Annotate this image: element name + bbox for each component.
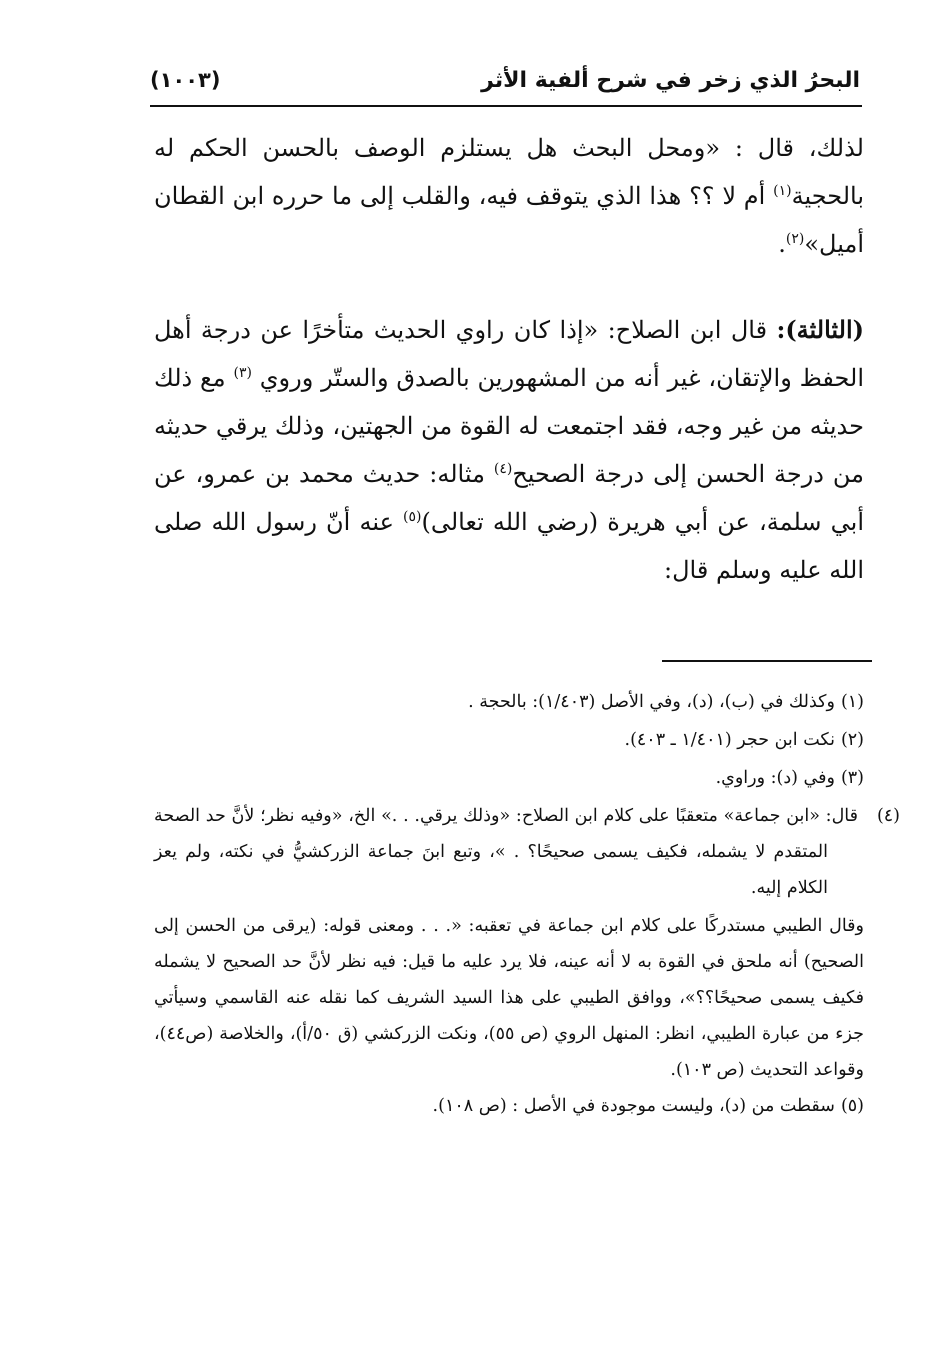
text-run: مع ذلك حديثه من غير وجه، فقد اجتمعت له القوة من الجهتين، وذلك يرقي حديثه من درجة الحسن إلى درجة الصحيح xyxy=(154,364,865,488)
footnote-5 xyxy=(154,1088,864,1124)
text-run: عنه أنّ رسول الله صلى الله عليه وسلم قال: xyxy=(154,508,864,584)
footnote-ref-5: (٥) xyxy=(403,509,422,525)
running-header xyxy=(150,66,860,102)
footnote-number: (٥) xyxy=(840,1096,864,1116)
page-number: (١٠٠٣) xyxy=(150,68,221,92)
footnote-number: (١) xyxy=(840,692,864,712)
paragraph-1 xyxy=(154,124,864,268)
book-title: البحرُ الذي زخر في شرح ألفية الأثر xyxy=(481,68,860,93)
footnote-ref-2: (٢) xyxy=(785,231,805,247)
footnote-4: (٤)قال: «ابن جماعة» متعقبًا على كلام ابن الصلاح: «وذلك يرقي. . .» الخ، «وفيه نظر؛ لأنَّ حد الصحة المتقدم لا يشمله، فكيف يسمى صحيحًا؟ . »، وتبع ابنَ جماعة الزركشيُّ في نكته، ولم يعز الكلام إليه. xyxy=(154,806,900,898)
footnote-3 xyxy=(154,760,864,796)
footnote-ref-4: (٤) xyxy=(493,461,513,477)
section-label: (الثالثة): xyxy=(776,315,864,344)
footnote-4-continuation: وقال الطيبي مستدركًا على كلام ابن جماعة في تعقبه: «. . . ومعنى قوله: (يرقى من الحسن إلى الصحيح) أنه ملحق في القوة به لا أنه عينه، فلا يرد عليه ما قيل: فيه نظر لأنَّ حد الصحيح لا يشمله فكيف يسمى صحيحًا؟؟»، ووافق الطيبي على هذا السيد الشريف كما نقله عنه القاسمي وسيأتي جزء من عبارة الطيبي، انظر: المنهل الروي (ص ٥٥)، ونكت الزركشي (ق ٥٠/أ)، والخلاصة (ص٤٤)، وقواعد التحديث (ص ١٠٣). xyxy=(154,916,864,1080)
footnote-number: (٢) xyxy=(840,730,864,750)
paragraph-2 xyxy=(154,306,864,594)
footnote-1 xyxy=(154,684,864,720)
text-run: . xyxy=(778,230,786,258)
footnote-text: وفي (د): وراوي. xyxy=(715,768,835,788)
footnote-number: (٣) xyxy=(840,768,864,788)
text-run: أم لا ؟؟ هذا الذي يتوقف فيه، والقلب إلى ما حرره ابن القطان أميل» xyxy=(154,182,864,258)
text-run: قال ابن الصلاح: «إذا كان راوي الحديث متأخرًا عن درجة أهل الحفظ والإتقان، غير أنه من المشهورين بالصدق والستّر وروي xyxy=(154,316,864,392)
footnote-text: قال: «ابن جماعة» متعقبًا على كلام ابن الصلاح: «وذلك يرقي. . .» الخ، «وفيه نظر؛ لأنَّ حد الصحة المتقدم لا يشمله، فكيف يسمى صحيحًا؟ . »، وتبع ابنَ جماعة الزركشيُّ في نكته، ولم يعز الكلام إليه. xyxy=(154,806,858,898)
footnotes xyxy=(154,684,900,1126)
footnote-ref-1: (١) xyxy=(773,183,792,199)
footnote-text: سقطت من (د)، وليست موجودة في الأصل : (ص ١٠٨). xyxy=(432,1096,835,1116)
footnote-separator xyxy=(662,660,872,662)
main-text xyxy=(154,124,864,594)
footnote-text: نكت ابن حجر (١/٤٠١ ـ ٤٠٣). xyxy=(624,730,835,750)
text-run: مثاله: حديث محمد بن عمرو، عن أبي سلمة، عن أبي هريرة (رضي الله تعالى) xyxy=(154,460,865,536)
text-run: لذلك، قال : «ومحل البحث هل يستلزم الوصف بالحسن الحكم له بالحجية xyxy=(154,134,864,210)
header-rule xyxy=(150,105,862,107)
footnote-text: وكذلك في (ب)، (د)، وفي الأصل (١/٤٠٣): بالحجة . xyxy=(468,692,835,712)
footnote-ref-3: (٣) xyxy=(233,365,252,381)
footnote-2 xyxy=(154,722,864,758)
